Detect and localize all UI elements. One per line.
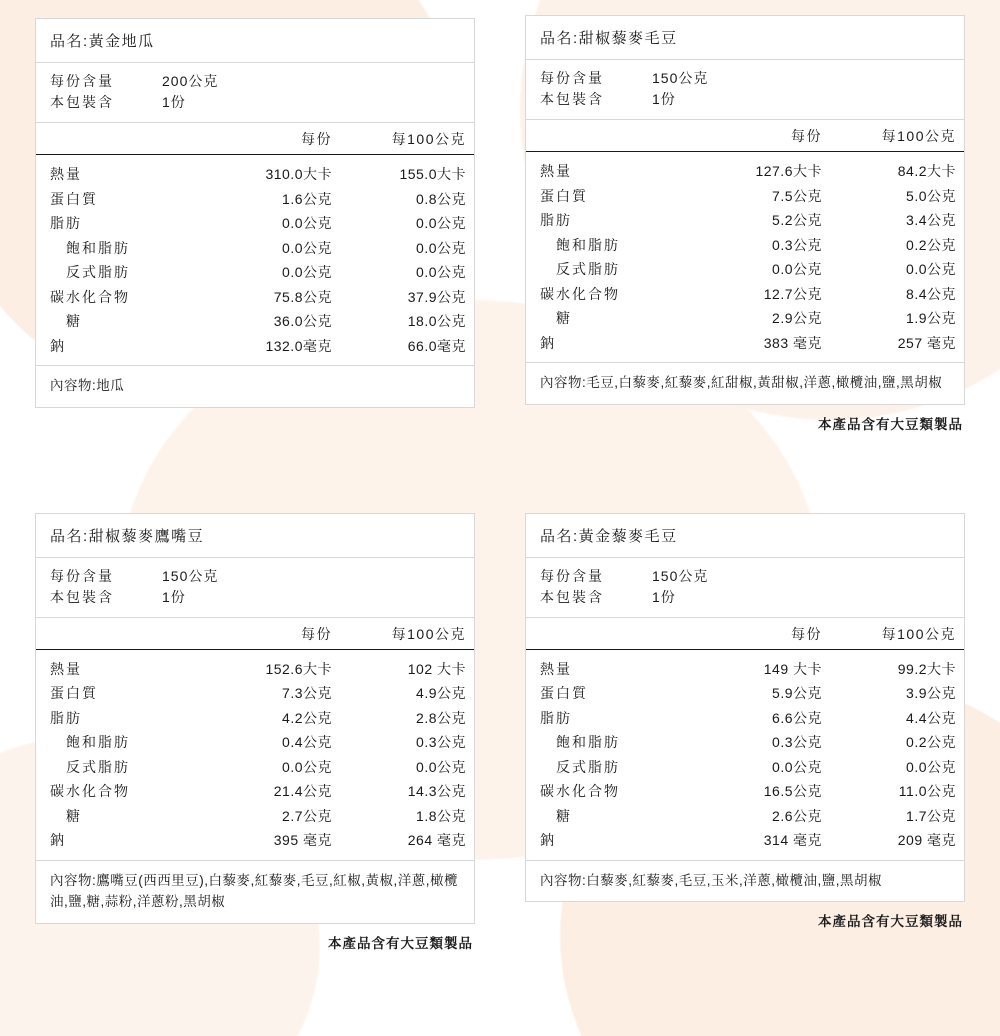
package-count-line <box>50 92 460 113</box>
nutrient-row <box>36 162 466 187</box>
nutrient-name: 鈉 <box>540 832 556 849</box>
nutrient-per-serving: 4.2公克 <box>282 709 332 726</box>
nutrient-per-100g: 0.2公克 <box>906 734 956 751</box>
serving-size-line <box>540 68 950 89</box>
nutrient-name: 碳水化合物 <box>540 285 620 302</box>
nutrient-per-serving: 0.0公克 <box>282 215 332 231</box>
nutrition-label-card <box>525 433 965 952</box>
nutrient-per-100g: 4.9公克 <box>416 685 466 702</box>
nutrient-per-serving: 2.9公克 <box>772 310 822 326</box>
serving-info <box>526 60 964 120</box>
nutrient-per-100g: 0.3公克 <box>416 734 466 751</box>
nutrient-per-100g: 0.2公克 <box>906 236 956 253</box>
nutrient-per-100g: 155.0大卡 <box>399 166 466 182</box>
nutrient-per-100g: 1.9公克 <box>906 310 956 326</box>
nutrition-panel <box>35 513 475 924</box>
column-header-per-100g: 每100公克 <box>391 625 466 642</box>
serving-size-value: 200公克 <box>162 73 219 89</box>
nutrient-per-serving: 36.0公克 <box>273 313 332 329</box>
nutrient-per-100g: 66.0毫克 <box>407 337 466 354</box>
nutrient-name: 飽和脂肪 <box>556 236 620 253</box>
nutrient-per-100g: 3.4公克 <box>906 212 956 228</box>
nutrient-per-100g: 2.8公克 <box>416 709 466 726</box>
nutrient-name: 碳水化合物 <box>540 783 620 800</box>
nutrient-column-headers <box>526 618 964 650</box>
nutrient-name: 碳水化合物 <box>50 783 130 800</box>
nutrient-per-serving: 152.6大卡 <box>265 660 332 677</box>
nutrient-per-100g: 37.9公克 <box>407 288 466 305</box>
nutrient-per-serving: 0.3公克 <box>772 734 822 751</box>
nutrition-label-card <box>35 433 475 952</box>
nutrient-per-100g: 1.8公克 <box>416 807 466 824</box>
nutrient-name: 熱量 <box>50 660 82 677</box>
nutrient-per-serving: 0.4公克 <box>282 734 332 751</box>
nutrient-name: 飽和脂肪 <box>66 734 130 751</box>
nutrient-row <box>526 306 956 331</box>
nutrient-row <box>526 804 956 829</box>
nutrient-name: 蛋白質 <box>540 685 588 702</box>
nutrient-per-100g: 264 毫克 <box>407 832 466 849</box>
package-count-value: 1份 <box>652 588 676 605</box>
serving-size-value: 150公克 <box>162 567 219 584</box>
serving-info <box>36 63 474 123</box>
nutrient-per-100g: 209 毫克 <box>897 832 956 849</box>
labels-grid <box>30 14 970 952</box>
nutrient-row <box>526 730 956 755</box>
nutrient-row <box>526 257 956 282</box>
nutrient-row <box>526 657 956 682</box>
nutrient-per-serving: 7.5公克 <box>772 187 822 204</box>
nutrient-per-serving: 1.6公克 <box>282 190 332 207</box>
package-count-label: 本包裝含 <box>540 588 604 605</box>
product-title: 品名:甜椒藜麥毛豆 <box>526 16 964 60</box>
allergen-note: 本產品含有大豆類製品 <box>818 914 963 930</box>
nutrient-per-serving: 0.0公克 <box>772 758 822 775</box>
nutrient-row <box>526 184 956 209</box>
nutrient-name: 鈉 <box>50 337 66 354</box>
nutrient-table <box>526 650 964 861</box>
spacer <box>540 624 702 644</box>
nutrient-row <box>526 681 956 706</box>
nutrient-column-headers <box>526 120 964 152</box>
column-header-per-serving: 每份 <box>791 128 822 144</box>
nutrient-name: 鈉 <box>540 334 556 351</box>
nutrient-per-100g: 0.0公克 <box>416 758 466 775</box>
nutrient-name: 脂肪 <box>540 709 572 726</box>
nutrient-name: 脂肪 <box>50 215 82 231</box>
nutrient-row <box>526 159 956 184</box>
column-header-per-serving: 每份 <box>791 625 822 642</box>
nutrient-per-serving: 2.7公克 <box>282 807 332 824</box>
nutrient-row <box>526 331 956 356</box>
nutrient-row <box>36 211 466 236</box>
nutrient-per-100g: 4.4公克 <box>906 709 956 726</box>
nutrient-row <box>36 657 466 682</box>
ingredients-text: 內容物:地瓜 <box>50 378 125 393</box>
nutrient-name: 蛋白質 <box>50 190 98 207</box>
ingredients-section <box>526 861 964 902</box>
nutrient-per-serving: 0.0公克 <box>282 239 332 256</box>
column-header-per-100g: 每100公克 <box>391 131 466 147</box>
nutrient-table <box>526 152 964 363</box>
nutrient-per-100g: 0.0公克 <box>906 261 956 277</box>
nutrient-row <box>36 681 466 706</box>
nutrient-per-serving: 2.6公克 <box>772 807 822 824</box>
nutrient-per-100g: 18.0公克 <box>407 313 466 329</box>
nutrient-per-100g: 0.0公克 <box>416 264 466 280</box>
nutrient-row <box>36 730 466 755</box>
package-count-label: 本包裝含 <box>50 94 114 110</box>
nutrient-per-100g: 0.0公克 <box>416 239 466 256</box>
serving-size-label: 每份含量 <box>50 567 114 584</box>
ingredients-text: 內容物:白藜麥,紅藜麥,毛豆,玉米,洋蔥,橄欖油,鹽,黑胡椒 <box>540 872 883 888</box>
nutrient-row <box>36 260 466 285</box>
nutrient-name: 糖 <box>556 310 572 326</box>
package-count-value: 1份 <box>162 588 186 605</box>
nutrient-row <box>36 285 466 310</box>
nutrient-row <box>36 236 466 261</box>
ingredients-section <box>36 366 474 407</box>
nutrient-name: 反式脂肪 <box>66 264 130 280</box>
nutrient-name: 碳水化合物 <box>50 288 130 305</box>
ingredients-section <box>36 861 474 923</box>
nutrient-name: 蛋白質 <box>540 187 588 204</box>
nutrient-row <box>526 208 956 233</box>
column-header-per-100g: 每100公克 <box>881 128 956 144</box>
nutrient-per-100g: 0.0公克 <box>416 215 466 231</box>
serving-info <box>526 558 964 618</box>
package-count-value: 1份 <box>652 91 676 107</box>
nutrient-per-serving: 5.2公克 <box>772 212 822 228</box>
nutrient-name: 反式脂肪 <box>66 758 130 775</box>
nutrient-name: 反式脂肪 <box>556 261 620 277</box>
ingredients-text: 內容物:毛豆,白藜麥,紅藜麥,紅甜椒,黃甜椒,洋蔥,橄欖油,鹽,黑胡椒 <box>540 375 943 390</box>
nutrient-per-serving: 149 大卡 <box>763 660 822 677</box>
nutrient-name: 鈉 <box>50 832 66 849</box>
serving-size-line <box>540 566 950 587</box>
ingredients-text: 內容物:鷹嘴豆(西西里豆),白藜麥,紅藜麥,毛豆,紅椒,黃椒,洋蔥,橄欖油,鹽,糖,蒜粉,洋蔥粉,黑胡椒 <box>50 872 458 910</box>
nutrient-row <box>526 755 956 780</box>
product-title: 品名:黃金地瓜 <box>36 19 474 63</box>
nutrient-per-100g: 102 大卡 <box>407 660 466 677</box>
nutrient-per-100g: 3.9公克 <box>906 685 956 702</box>
column-header-per-serving: 每份 <box>301 625 332 642</box>
product-title: 品名:甜椒藜麥鷹嘴豆 <box>36 514 474 558</box>
nutrient-per-serving: 0.3公克 <box>772 236 822 253</box>
nutrient-name: 糖 <box>556 807 572 824</box>
nutrient-per-serving: 314 毫克 <box>763 832 822 849</box>
nutrient-name: 飽和脂肪 <box>66 239 130 256</box>
nutrient-column-headers <box>36 123 474 155</box>
serving-size-line <box>50 71 460 92</box>
nutrient-name: 熱量 <box>540 660 572 677</box>
nutrient-row <box>526 779 956 804</box>
nutrient-name: 糖 <box>66 313 82 329</box>
package-count-line <box>50 587 460 608</box>
spacer <box>50 129 212 149</box>
nutrient-name: 熱量 <box>50 166 82 182</box>
serving-info <box>36 558 474 618</box>
nutrient-row <box>36 706 466 731</box>
nutrient-name: 飽和脂肪 <box>556 734 620 751</box>
nutrient-row <box>36 334 466 359</box>
nutrient-per-serving: 75.8公克 <box>273 288 332 305</box>
nutrient-per-serving: 310.0大卡 <box>265 166 332 182</box>
nutrient-name: 反式脂肪 <box>556 758 620 775</box>
nutrient-row <box>36 187 466 212</box>
nutrient-per-100g: 0.8公克 <box>416 190 466 207</box>
nutrient-name: 脂肪 <box>540 212 572 228</box>
serving-size-value: 150公克 <box>652 70 709 86</box>
ingredients-section <box>526 363 964 404</box>
nutrient-row <box>36 309 466 334</box>
nutrient-per-100g: 99.2大卡 <box>897 660 956 677</box>
nutrient-per-serving: 0.0公克 <box>772 261 822 277</box>
column-header-per-serving: 每份 <box>301 131 332 147</box>
nutrient-name: 糖 <box>66 807 82 824</box>
allergen-note: 本產品含有大豆類製品 <box>328 935 473 951</box>
nutrient-per-100g: 1.7公克 <box>906 807 956 824</box>
nutrient-per-100g: 257 毫克 <box>897 334 956 351</box>
nutrition-panel <box>525 513 965 903</box>
nutrient-per-100g: 0.0公克 <box>906 758 956 775</box>
nutrient-row <box>526 282 956 307</box>
nutrient-row <box>36 755 466 780</box>
nutrient-name: 熱量 <box>540 163 572 179</box>
nutrient-per-serving: 7.3公克 <box>282 685 332 702</box>
nutrient-per-100g: 14.3公克 <box>407 783 466 800</box>
package-count-line <box>540 89 950 110</box>
nutrient-per-serving: 5.9公克 <box>772 685 822 702</box>
nutrient-per-serving: 6.6公克 <box>772 709 822 726</box>
serving-size-label: 每份含量 <box>50 73 114 89</box>
nutrient-per-serving: 0.0公克 <box>282 264 332 280</box>
nutrient-per-serving: 12.7公克 <box>763 285 822 302</box>
nutrient-row <box>36 779 466 804</box>
nutrient-name: 脂肪 <box>50 709 82 726</box>
allergen-note: 本產品含有大豆類製品 <box>818 416 963 432</box>
serving-size-label: 每份含量 <box>540 70 604 86</box>
spacer <box>50 624 212 644</box>
nutrition-label-card <box>525 14 965 433</box>
package-count-value: 1份 <box>162 94 186 110</box>
column-header-per-100g: 每100公克 <box>881 625 956 642</box>
nutrition-label-card <box>35 14 475 433</box>
nutrient-per-serving: 127.6大卡 <box>755 163 822 179</box>
nutrient-row <box>526 706 956 731</box>
nutrient-row <box>526 828 956 853</box>
serving-size-value: 150公克 <box>652 567 709 584</box>
serving-size-line <box>50 566 460 587</box>
product-title: 品名:黃金藜麥毛豆 <box>526 514 964 558</box>
nutrient-per-serving: 16.5公克 <box>763 783 822 800</box>
nutrient-per-serving: 21.4公克 <box>273 783 332 800</box>
nutrient-per-100g: 5.0公克 <box>906 187 956 204</box>
nutrient-name: 蛋白質 <box>50 685 98 702</box>
serving-size-label: 每份含量 <box>540 567 604 584</box>
nutrition-panel <box>525 15 965 405</box>
package-count-label: 本包裝含 <box>540 91 604 107</box>
nutrient-row <box>36 804 466 829</box>
nutrient-per-100g: 11.0公克 <box>898 783 956 800</box>
nutrient-per-100g: 84.2大卡 <box>897 163 956 179</box>
package-count-label: 本包裝含 <box>50 588 114 605</box>
nutrient-table <box>36 155 474 366</box>
spacer <box>540 126 702 146</box>
package-count-line <box>540 587 950 608</box>
nutrient-column-headers <box>36 618 474 650</box>
nutrient-per-100g: 8.4公克 <box>906 285 956 302</box>
nutrient-per-serving: 395 毫克 <box>273 832 332 849</box>
nutrient-per-serving: 383 毫克 <box>763 334 822 351</box>
nutrient-table <box>36 650 474 861</box>
nutrient-per-serving: 0.0公克 <box>282 758 332 775</box>
nutrient-row <box>36 828 466 853</box>
nutrient-row <box>526 233 956 258</box>
nutrient-per-serving: 132.0毫克 <box>265 337 332 354</box>
nutrition-panel <box>35 18 475 408</box>
